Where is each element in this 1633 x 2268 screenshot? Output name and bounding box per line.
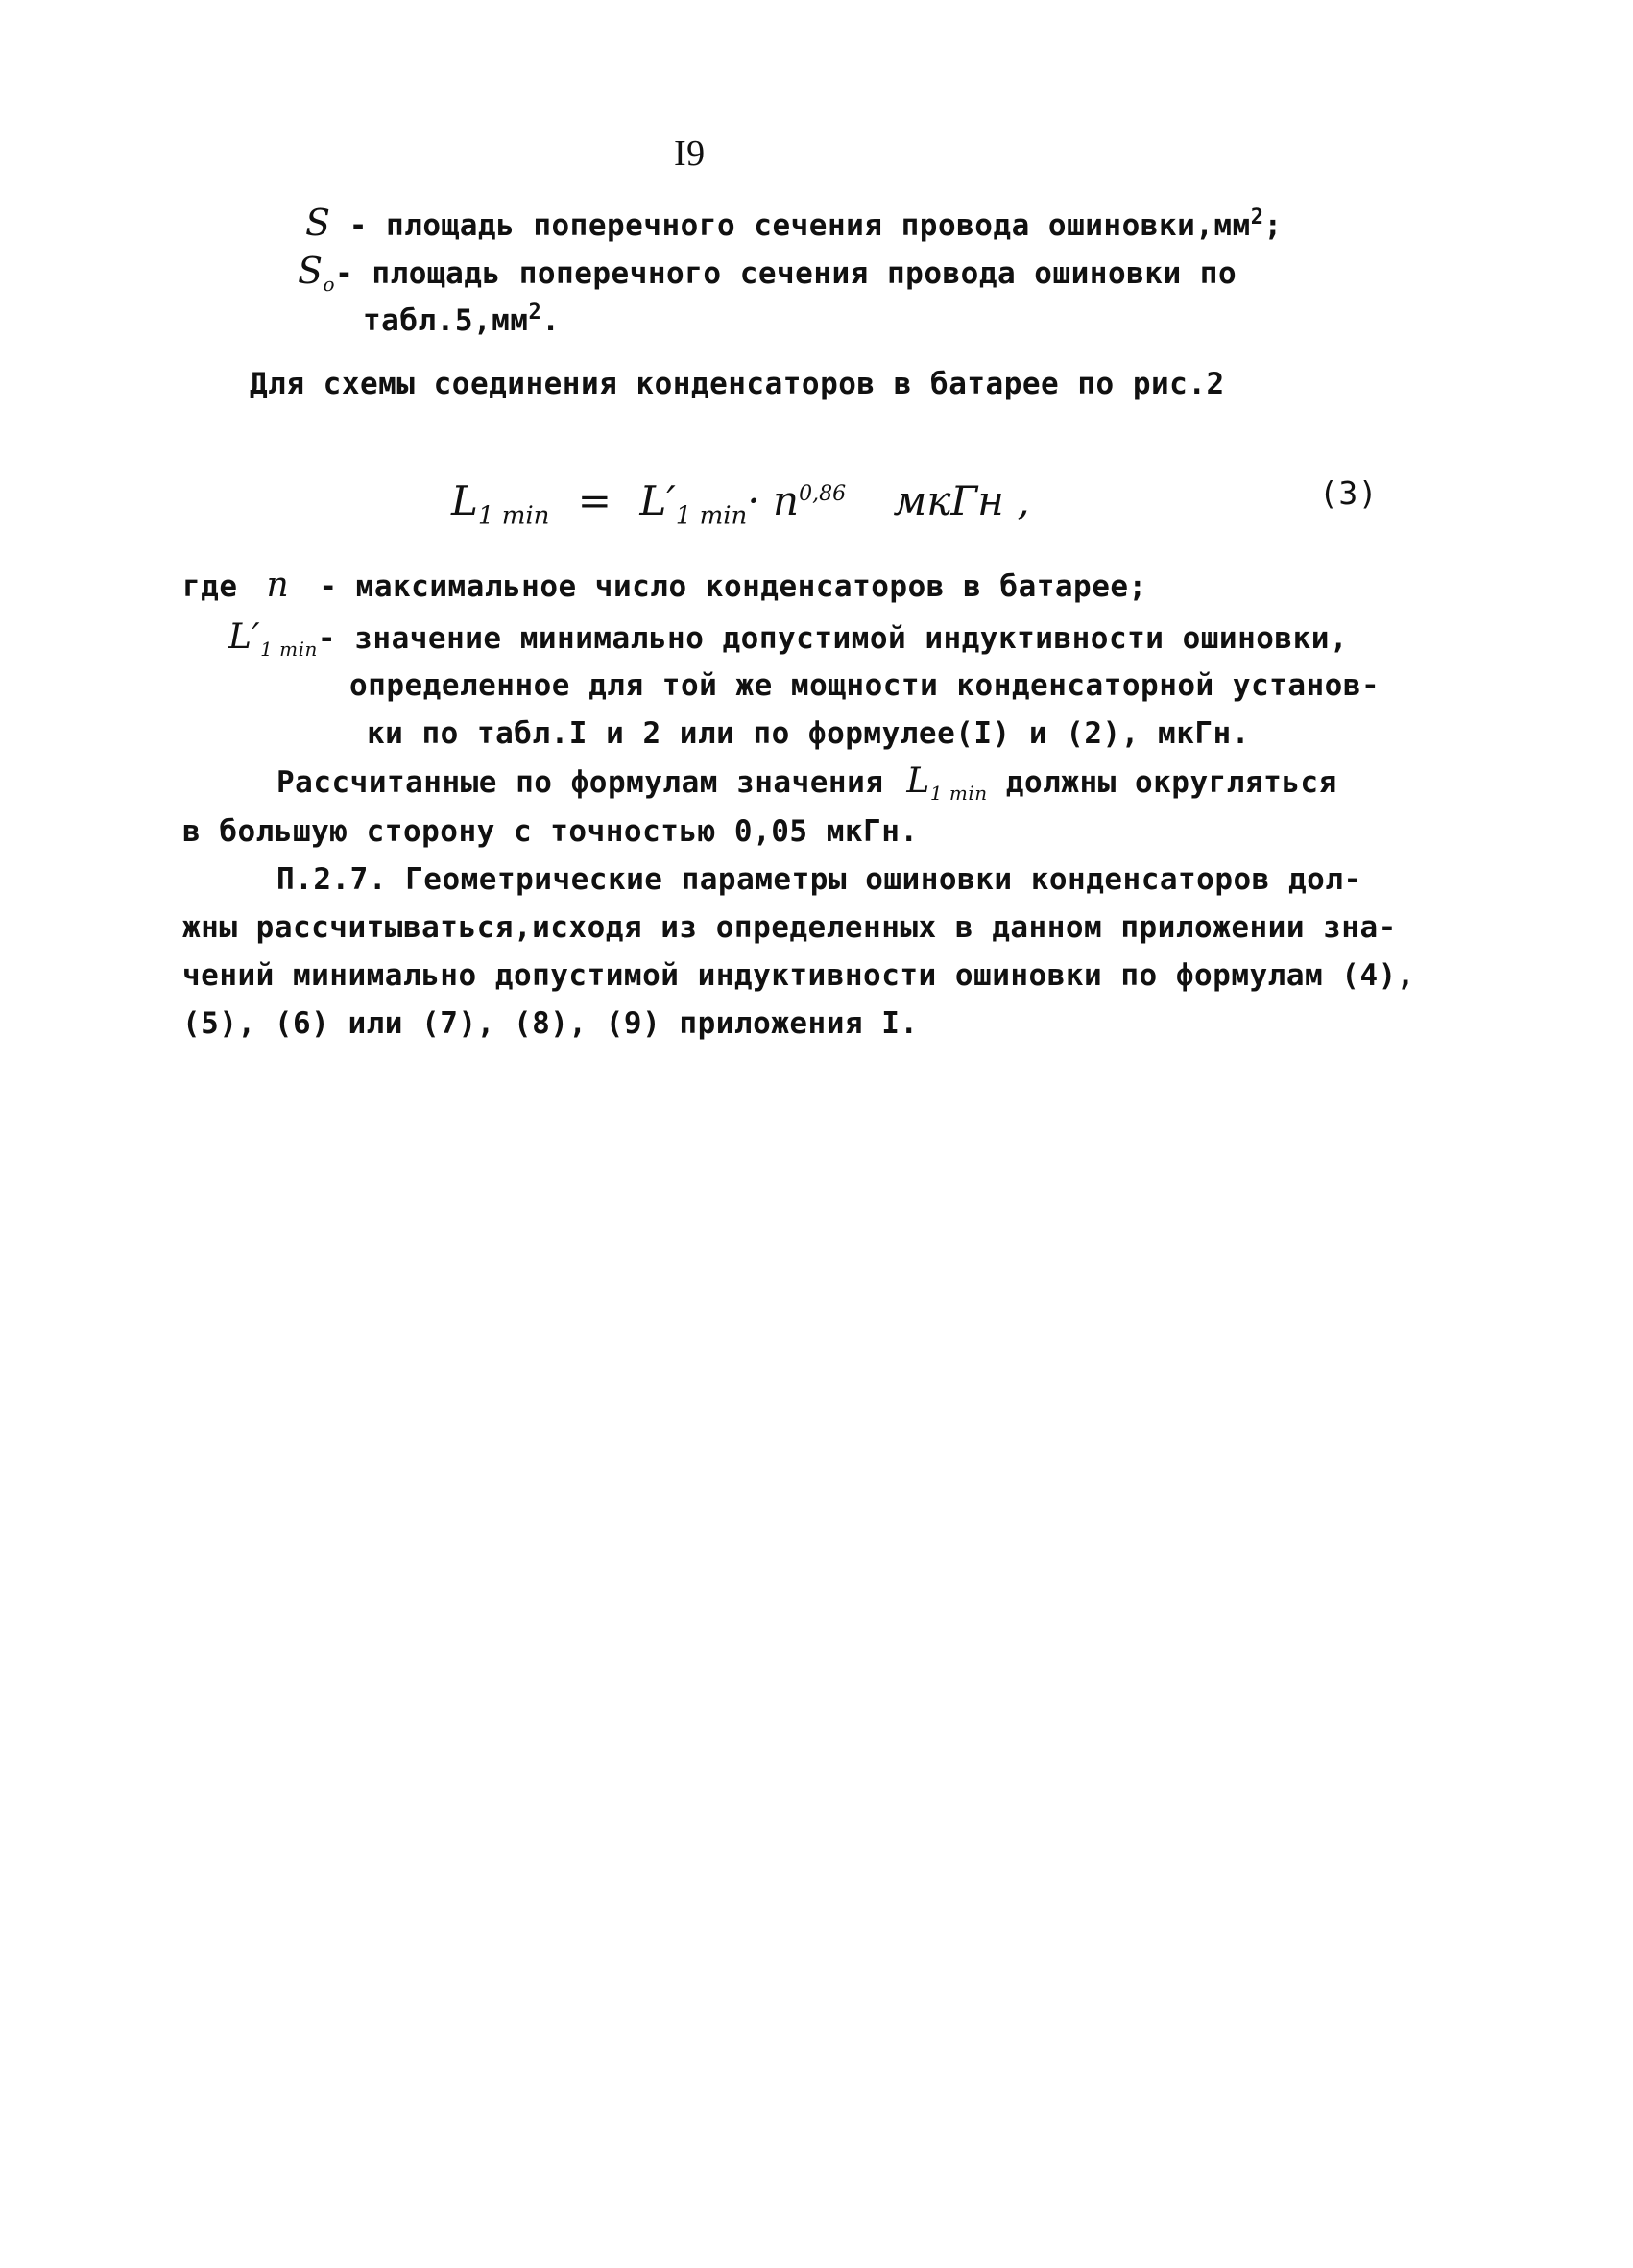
formula-rhs-sub: 1 min bbox=[675, 501, 748, 531]
legend-s-end: ; bbox=[1263, 208, 1283, 243]
p27-line-4: (5), (6) или (7), (8), (9) приложения I. bbox=[182, 1006, 919, 1041]
symbol-s0: S bbox=[298, 250, 324, 292]
rounding-after: должны округляться bbox=[987, 765, 1337, 800]
symbol-s0-sub: o bbox=[323, 273, 336, 296]
legend-s-line bbox=[305, 204, 1283, 249]
rounding-before: Рассчитанные по формулам значения bbox=[276, 765, 884, 800]
where-l-line-2: определенное для той же мощности конденсаторной установ- bbox=[349, 668, 1381, 703]
legend-s0-line-2 bbox=[363, 302, 560, 344]
legend-s0-end: . bbox=[541, 303, 561, 338]
rounding-line-1 bbox=[276, 762, 1337, 805]
p27-line-1: П.2.7. Геометрические параметры ошиновки конденсаторов дол- bbox=[276, 862, 1362, 897]
rounding-line-2: в большую сторону с точностью 0,05 мкГн. bbox=[182, 814, 919, 849]
formula-lhs: L bbox=[451, 477, 478, 524]
symbol-l-min-sub: 1 min bbox=[929, 782, 988, 805]
formula-exponent: 0,86 bbox=[799, 482, 847, 506]
where-l-text-1: - значение минимально допустимой индуктивности ошиновки, bbox=[317, 621, 1349, 656]
formula-rhs: L′ bbox=[639, 477, 676, 524]
symbol-l-prime-sub: 1 min bbox=[260, 638, 318, 661]
page-number: I9 bbox=[674, 133, 706, 174]
where-n-line bbox=[182, 567, 1147, 606]
p27-line-3: чений минимально допустимой индуктивности ошиновки по формулам (4), bbox=[182, 958, 1415, 993]
where-l-line-3: ки по табл.I и 2 или по формулее(I) и (2), мкГн. bbox=[367, 716, 1250, 751]
legend-s-text: - площадь поперечного сечения провода ошиновки,мм bbox=[330, 208, 1251, 243]
intro-line: Для схемы соединения конденсаторов в батарее по рис.2 bbox=[250, 367, 1225, 401]
formula-equals: = bbox=[577, 477, 612, 524]
formula-unit: мкГн , bbox=[893, 477, 1030, 524]
legend-s0-sup: 2 bbox=[528, 301, 542, 325]
legend-s0-line-1 bbox=[298, 252, 1237, 296]
formula-dot: · bbox=[747, 477, 760, 524]
where-l-line-1 bbox=[228, 618, 1348, 661]
symbol-s: S bbox=[305, 202, 331, 244]
legend-s-sup: 2 bbox=[1250, 205, 1264, 229]
where-n-text: - максимальное число конденсаторов в батарее; bbox=[300, 569, 1147, 604]
formula-lhs-sub: 1 min bbox=[477, 501, 550, 531]
formula-3 bbox=[451, 470, 1030, 540]
where-prefix: где bbox=[182, 569, 238, 604]
formula-number: (3) bbox=[1319, 474, 1379, 512]
p27-line-2: жны рассчитываться,исходя из определенных в данном приложении зна- bbox=[182, 910, 1397, 945]
legend-s0-text: - площадь поперечного сечения провода ошиновки по bbox=[335, 256, 1237, 291]
formula-n: n bbox=[773, 477, 800, 524]
legend-s0-text-2: табл.5,мм bbox=[363, 303, 529, 338]
symbol-l-min: L bbox=[906, 761, 930, 801]
symbol-n: n bbox=[266, 566, 290, 605]
symbol-l-prime: L′ bbox=[228, 617, 261, 657]
